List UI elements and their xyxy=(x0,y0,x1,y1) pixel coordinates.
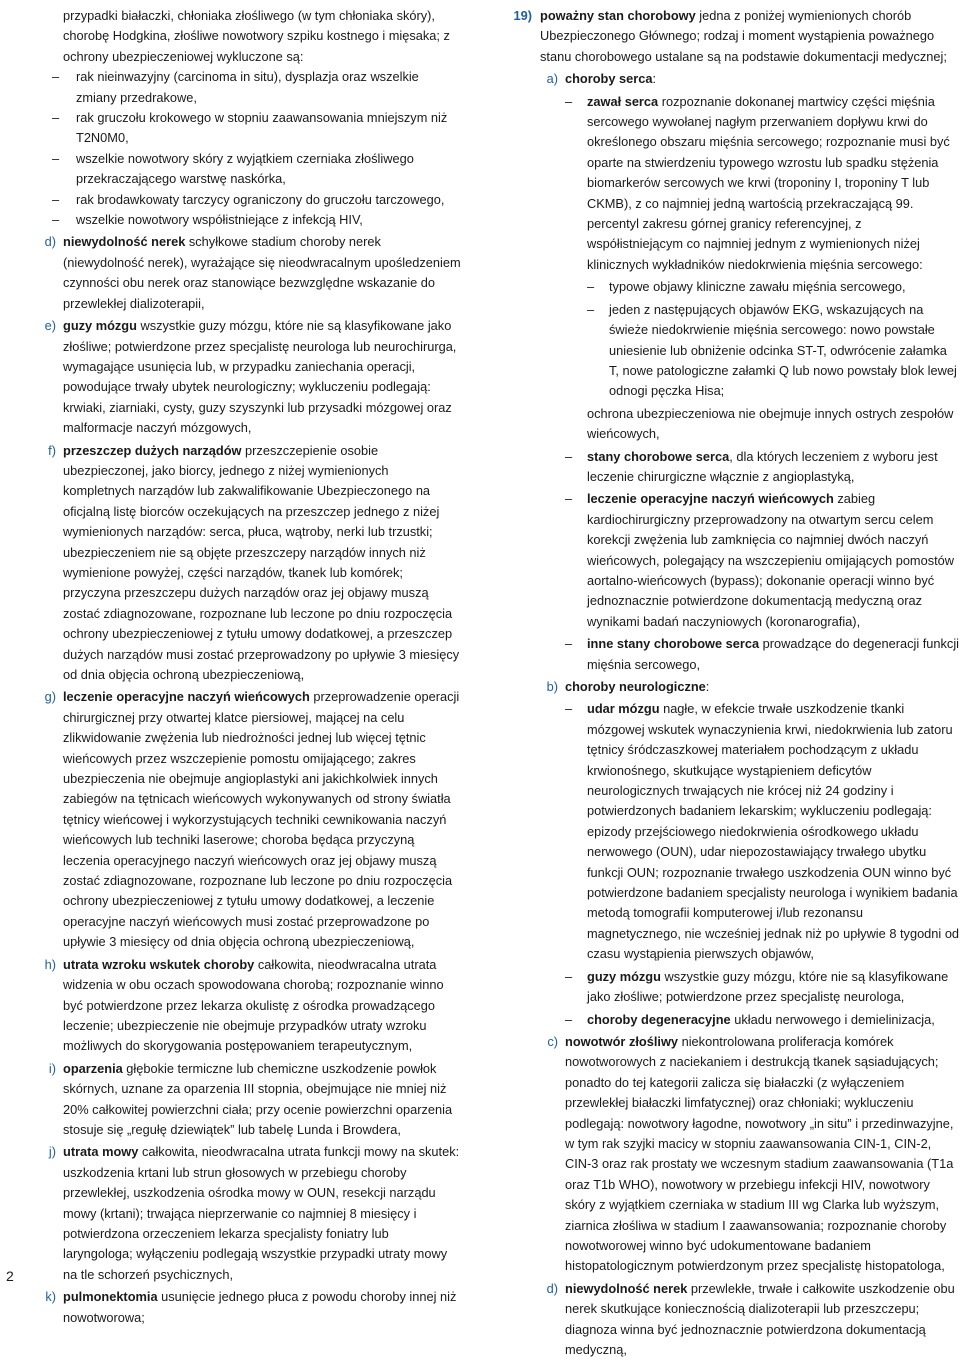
page-number: 2 xyxy=(6,1268,14,1284)
subsection-heading xyxy=(540,677,960,697)
neuro-list-item xyxy=(565,699,960,964)
left-column xyxy=(38,6,462,1328)
definition-item xyxy=(38,232,462,314)
subsection-heart xyxy=(510,69,960,1360)
item-term: inne stany chorobowe serca xyxy=(587,636,760,652)
item-letter: h) xyxy=(44,956,56,972)
item-term: leczenie operacyjne naczyń wieńcowych xyxy=(587,491,834,507)
item-term: oparzenia xyxy=(63,1060,123,1076)
item-text: przeszczepienie osobie ubezpieczonej, jako biorcy, jednego z niżej wymienionych kompletnych narządów lub zakwalifikowanie Ubezpieczonego na oficjalną listę biorców oczekujących na przeszczep jednego z niżej wymienionych narządów: serca, płuca, wątroby, nerki lub trzustki; ubezpieczeniem nie są objęte przeszczepy narządów innych niż wymienione powyżej, części narządów, tkanek lub komórek; przyczyna przeszczepu dużych narządów oraz jej objawy muszą zostać zdiagnozowane, rozpoznane lub leczone po dniu rozpoczęcia ochrony ubezpieczeniowej z tytułu umowy dodatkowej, a przeszczep dużych narządów musi zostać przeprowadzony po upływie 3 miesięcy od dnia objęcia ochroną ubezpieczeniową, xyxy=(63,442,460,682)
definition-19 xyxy=(510,6,960,67)
exclusion-list xyxy=(38,67,462,230)
right-column xyxy=(510,6,960,1360)
heart-sub-item: – typowe objawy kliniczne zawału mięśnia sercowego, xyxy=(587,277,960,297)
item-letter: k) xyxy=(45,1289,56,1305)
item-letter: c) xyxy=(547,1033,558,1049)
item-text: układu nerwowego i demielinizacja, xyxy=(730,1011,935,1027)
item-text: rozpoznanie dokonanej martwicy części mięśnia sercowego wywołanej nagłym przerwaniem dopływu krwi do określonego obszaru mięśnia sercowego; rozpoznanie musi być oparte na stwierdzeniu typowego wzrostu lub spadku stężenia biomarkerów sercowych we krwi (troponiny I, troponiny T lub CKMB), z co najmniej jedną wartością przekraczającą 99. percentyl zakresu górnej granicy referencyjnej, z współistniejącym co najmniej jednym z wymienionych niżej klinicznych wykładników niedokrwienia mięśnia sercowego: xyxy=(587,93,950,272)
subsection-kidney xyxy=(540,1279,960,1360)
item-term: guzy mózgu xyxy=(63,318,137,334)
item-term: utrata wzroku wskutek choroby xyxy=(63,956,255,972)
exclusion-item: – rak brodawkowaty tarczycy ograniczony do gruczołu tarczowego, xyxy=(38,190,462,210)
item-term: choroby degeneracyjne xyxy=(587,1011,731,1027)
heart-note: ochrona ubezpieczeniowa nie obejmuje innych ostrych zespołów wieńcowych, xyxy=(587,405,954,442)
exclusion-item: – wszelkie nowotwory współistniejące z infekcją HIV, xyxy=(38,210,462,230)
item-text: prowadzące do degeneracji funkcji mięśnia sercowego, xyxy=(587,636,960,672)
item-letter: e) xyxy=(44,318,56,334)
item-text: jedna z poniżej wymienionych chorób Ubezpieczonego Głównego; rodzaj i moment wystąpienia poważnego stanu chorobowego ustalane są na podstawie dokumentacji medycznej; xyxy=(540,8,947,64)
heart-list-item xyxy=(565,92,960,276)
heart-sub-item: – jeden z następujących objawów EKG, wskazujących na świeże niedokrwienie mięśnia sercowego: nowo powstałe uniesienie lub obniżenie odcinka ST-T, odwrócenie załamka T, nowe patologiczne załamki Q lub nowo powstały blok lewej odnogi pęczka Hisa; xyxy=(587,300,960,402)
item-letter: b) xyxy=(546,679,558,694)
item-letter: i) xyxy=(48,1060,56,1076)
item-term: niewydolność nerek xyxy=(63,234,186,250)
item-letter: j) xyxy=(48,1144,56,1160)
item-term: przeszczep dużych narządów xyxy=(63,442,242,458)
colon: : xyxy=(652,71,657,87)
definition-item xyxy=(38,1142,462,1285)
neuro-list-item xyxy=(565,1010,960,1030)
item-text: , dla których leczeniem z wyboru jest leczenie chirurgiczne włącznie z angioplastyką, xyxy=(587,448,938,484)
item-term: utrata mowy xyxy=(63,1144,139,1160)
item-text: zabieg kardiochirurgiczny przeprowadzony na otwartym sercu celem korekcji zwężenia lub zamknięcia co najmniej dwóch naczyń wieńcowych, polegający na wszczepieniu omijających pomostów aortalno-wieńcowych (bypass); dokonanie operacji winno być jednoznacznie potwierdzone dokumentacją medyczną oraz wynikami badań naczyniowych (koronarografia), xyxy=(587,491,955,629)
item-term: guzy mózgu xyxy=(587,968,661,984)
heart-list xyxy=(540,92,960,675)
item-letter: f) xyxy=(48,442,56,458)
item-text: usunięcie jednego płuca z powodu choroby innej niż nowotworowa; xyxy=(63,1289,457,1325)
item-text: schyłkowe stadium choroby nerek (niewydolność nerek), wyrażające się nieodwracalnym upośledzeniem czynności obu nerek oraz stanowiące bezwzględne wskazanie do przewlekłej dializoterapii, xyxy=(63,234,461,311)
item-term: choroby serca xyxy=(565,71,653,87)
heart-list-item xyxy=(565,447,960,488)
item-text: całkowita, nieodwracalna utrata widzenia w obu oczach spowodowana chorobą; rozpoznanie winno być potwierdzone przez lekarza okulistę z ośrodka prowadzącego leczenie; ubezpieczenie nie obejmuje przypadków utraty wzroku możliwych do skorygowania postępowaniem terapeutycznym, xyxy=(63,956,444,1054)
item-text: przeprowadzenie operacji chirurgicznej przy otwartej klatce piersiowej, mającej na celu zlikwidowanie zwężenia lub niedrożności jednej lub więcej tętnic wieńcowych przez wszczepienie pomostu omijającego; zakres ubezpieczenia nie obejmuje angioplastyki ani jakichkolwiek innych zabiegów na tętnicach wieńcowych wykonywanych od strony światła tętnicy wieńcowej i wykorzystujących techniki cewnikowania naczyń wieńcowych lub techniki laserowe; choroba będąca przyczyną leczenia operacyjnego naczyń wieńcowych oraz jej objawy muszą zostać zdiagnozowane, rozpoznane lub leczone po dniu rozpoczęcia ochrony ubezpieczeniowej z tytułu umowy dodatkowej, a leczenie operacyjne naczyń wieńcowych musi zostać przeprowadzone po upływie 3 miesięcy od dnia objęcia ochroną ubezpieczeniową, xyxy=(63,689,460,950)
exclusion-item: – wszelkie nowotwory skóry z wyjątkiem czerniaka złośliwego przekraczającego warstwę naskórka, xyxy=(38,149,462,190)
item-letter: d) xyxy=(44,234,56,250)
item-term: nowotwór złośliwy xyxy=(565,1033,679,1049)
definition-item xyxy=(38,955,462,1057)
item-text: wszystkie guzy mózgu, które nie są klasyfikowane jako złośliwe; potwierdzone przez specjalistę neurologa lub neurochirurga, wymagające usunięcia lub, w przypadku zaniechania operacji, powodujące trwały ubytek neurologiczny; wykluczeniu podlegają: krwiaki, ziarniaki, cysty, guzy szyszynki lub przysadki mózgowej oraz malformacje naczyń mózgowych, xyxy=(63,318,457,436)
item-text: wszystkie guzy mózgu, które nie są klasyfikowane jako złośliwe; potwierdzone przez specjalistę neurologa, xyxy=(587,968,949,1005)
item-term: stany chorobowe serca xyxy=(587,448,730,464)
exclusion-item: – rak nieinwazyjny (carcinoma in situ), dysplazja oraz wszelkie zmiany przedrakowe, xyxy=(38,67,462,108)
item-text: głębokie termiczne lub chemiczne uszkodzenie powłok skórnych, uznane za oparzenia III stopnia, obejmujące nie mniej niż 20% całkowitej powierzchni ciała; przy ocenie powierzchni oparzenia stosuje się „regułę dziewiątek” lub tabelę Lunda i Browdera, xyxy=(63,1060,453,1137)
item-term: choroby neurologiczne xyxy=(565,679,706,694)
definition-item xyxy=(38,1287,462,1328)
item-term: poważny stan chorobowy xyxy=(540,8,696,23)
item-number: 19) xyxy=(513,8,532,23)
item-text: nagłe, w efekcie trwałe uszkodzenie tkanki mózgowej wskutek wynaczynienia krwi, niedokrwienia lub zatoru tętnicy śródczaszkowej materiałem pochodzącym z układu krwionośnego, skutkujące wystąpieniem deficytów neurologicznych trwających nie krócej niż 24 godziny i potwierdzonych badaniem lekarskim; wykluczeniu podlegają: epizody przejściowego niedokrwienia ośrodkowego układu nerwowego (OUN), udar niepozostawiający trwałego ubytku funkcji OUN; rozpoznanie trwałego uszkodzenia OUN winno być potwierdzone badaniem specjalisty neurologa i wynikiem badania metodą tomografii komputerowej i/lub rezonansu magnetycznego, nie wcześniej jednak niż po upływie 8 tygodni od czasu wystąpienia pierwszych objawów, xyxy=(587,701,960,962)
definition-item xyxy=(38,1059,462,1141)
definition-item xyxy=(38,316,462,438)
item-term: niewydolność nerek xyxy=(565,1280,688,1296)
item-text: niekontrolowana proliferacja komórek nowotworowych z naciekaniem i destrukcją tkanek sąsiadujących; ponadto do tej kategorii zalicza się białaczki (z wyłączeniem przewlekłej białaczki limfatycznej) oraz chłoniaki; wykluczeniu podlegają: nowotwory łagodne, nowotwory „in situ” i przedinwazyjne, w tym rak szyjki macicy w stopniu zaawansowania CIN-1, CIN-2, CIN-3 oraz rak prostaty we wczesnym stadium zaawansowania (T1a oraz T1b WHO), nowotwory w przebiegu infekcji HIV, nowotwory skóry z wyjątkiem czerniaka w stadium III wg Clarka lub wyższym, ziarnica złośliwa w stadium I zaawansowania; rozpoznanie choroby nowotworowej winno być udokumentowane badaniem histopatologicznym potwierdzonym przez specjalistę histopatologa, xyxy=(565,1033,954,1274)
exclusion-item: – rak gruczołu krokowego w stopniu zaawansowania mniejszym niż T2N0M0, xyxy=(38,108,462,149)
cancer-continuation-text: przypadki białaczki, chłoniaka złośliwego (w tym chłoniaka skóry), chorobę Hodgkina, złośliwe nowotwory szpiku kostnego i mięsaka; z ochrony ubezpieczeniowej wykluczone są: xyxy=(63,8,450,64)
colon: : xyxy=(705,679,710,694)
item-term: leczenie operacyjne naczyń wieńcowych xyxy=(63,689,310,705)
definition-item xyxy=(38,441,462,686)
neuro-list-item xyxy=(565,967,960,1008)
item-text: przewlekłe, trwałe i całkowite uszkodzenie obu nerek skutkujące koniecznością dializoterapii lub przeszczepu; diagnoza winna być jednoznacznie potwierdzona dokumentacją medyczną, xyxy=(565,1280,955,1357)
subsection-heading xyxy=(540,69,960,89)
item-letter: a) xyxy=(546,71,558,87)
item-letter: g) xyxy=(44,689,56,705)
subsection-cancer xyxy=(540,1032,960,1277)
item-term: pulmonektomia xyxy=(63,1289,158,1305)
item-term: udar mózgu xyxy=(587,701,660,717)
item-letter: d) xyxy=(546,1280,558,1296)
definition-item xyxy=(38,687,462,952)
item-text: całkowita, nieodwracalna utrata funkcji mowy na skutek: uszkodzenia krtani lub strun głosowych w przebiegu choroby przewlekłej, uszkodzenia ośrodka mowy w OUN, resekcji narządu mowy (krtani); trwająca nieprzerwanie co najmniej 8 miesięcy i potwierdzona orzeczeniem lekarza specjalisty foniatry lub laryngologa; wyłączeniu podlegają wszystkie przypadki utraty mowy na tle schorzeń psychicznych, xyxy=(63,1144,460,1282)
neuro-list xyxy=(540,699,960,1030)
item-term: zawał serca xyxy=(587,93,659,109)
heart-list-item xyxy=(565,489,960,632)
heart-list-item xyxy=(565,634,960,675)
